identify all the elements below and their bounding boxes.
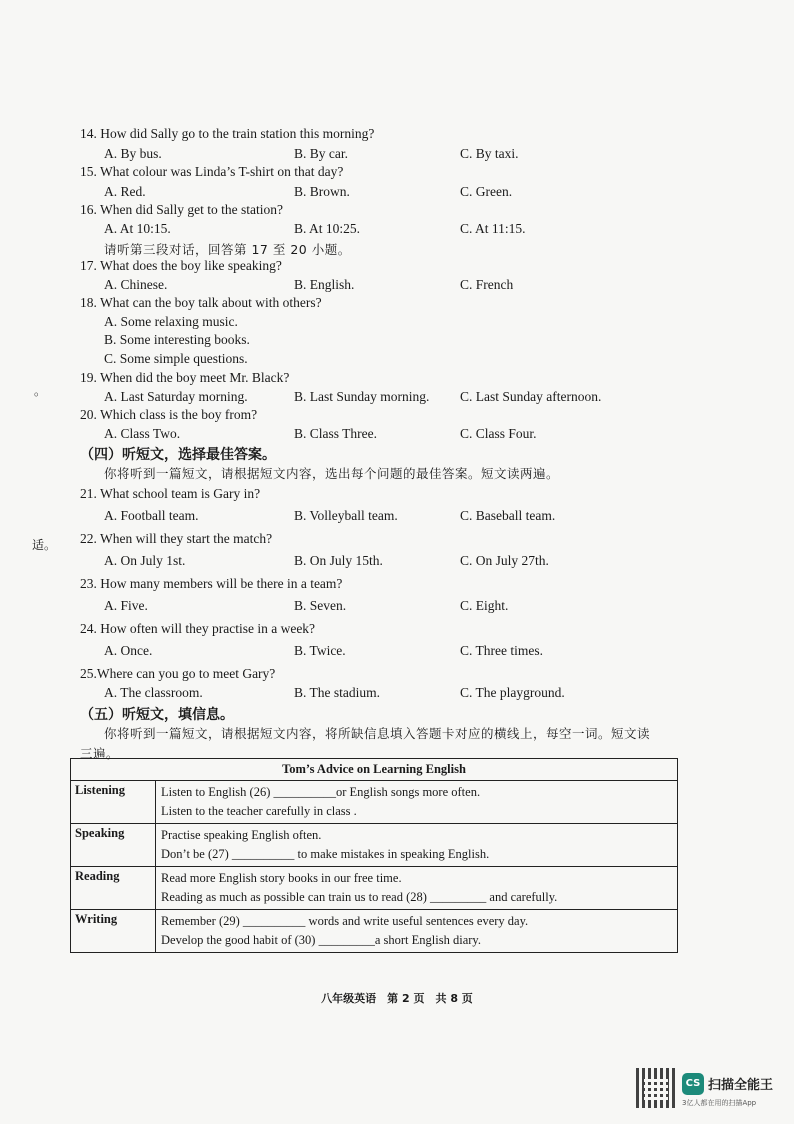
section-5-instruction-line1: 你将听到一篇短文，请根据短文内容，将所缺信息填入答题卡对应的横线上，每空一词。短文读: [104, 726, 651, 741]
option-c: C. At 11:15.: [460, 221, 526, 236]
option-b: B. English.: [294, 277, 355, 292]
option-b: B. At 10:25.: [294, 221, 361, 236]
options-14: [104, 146, 704, 164]
option-c: C. Eight.: [460, 598, 509, 613]
option-c: C. Last Sunday afternoon.: [460, 389, 602, 404]
row-category: Speaking: [71, 824, 156, 867]
row-line: Listen to English (26) __________or English songs more often.: [161, 785, 481, 799]
row-content: [156, 910, 678, 953]
question-16: 16. When did Sally get to the station?: [80, 202, 283, 217]
row-line: Listen to the teacher carefully in class .: [161, 804, 357, 818]
margin-mark-dot: 。: [34, 384, 47, 398]
section-4-title: （四）听短文，选择最佳答案。: [80, 447, 276, 463]
scanner-app-name: 扫描全能王: [708, 1078, 774, 1093]
option-a: A. Once.: [104, 643, 153, 658]
option-b: B. On July 15th.: [294, 553, 383, 568]
section-5-instruction-line2: 三遍。: [80, 746, 120, 761]
question-22: 22. When will they start the match?: [80, 531, 273, 546]
row-category: Reading: [71, 867, 156, 910]
row-line: Develop the good habit of (30) _________a short English diary.: [161, 933, 481, 947]
options-15: [104, 184, 704, 202]
question-17: 17. What does the boy like speaking?: [80, 258, 282, 273]
question-20: 20. Which class is the boy from?: [80, 407, 258, 422]
margin-mark-char: 适。: [32, 538, 57, 552]
option-a: A. The classroom.: [104, 685, 203, 700]
table-row: [71, 781, 678, 824]
options-25: [104, 685, 704, 703]
page-footer: 八年级英语 第 2 页 共 8 页: [321, 992, 473, 1005]
row-content: [156, 824, 678, 867]
options-22: [104, 553, 704, 571]
question-19: 19. When did the boy meet Mr. Black?: [80, 370, 290, 385]
table-title: Tom’s Advice on Learning English: [71, 759, 678, 781]
advice-table: [70, 758, 678, 953]
options-19: [104, 389, 704, 407]
option-c: C. Green.: [460, 184, 513, 199]
option-b: B. By car.: [294, 146, 348, 161]
option-b: B. Brown.: [294, 184, 350, 199]
option-b: B. Last Sunday morning.: [294, 389, 430, 404]
options-21: [104, 508, 704, 526]
row-content: [156, 781, 678, 824]
row-line: Remember (29) __________ words and write useful sentences every day.: [161, 914, 529, 928]
section-5-title: （五）听短文，填信息。: [80, 707, 234, 723]
option-c: C. The playground.: [460, 685, 565, 700]
scanner-app-tagline: 3亿人都在用的扫描App: [682, 1099, 757, 1107]
options-24: [104, 643, 704, 661]
option-c: C. French: [460, 277, 514, 292]
option-c: C. Three times.: [460, 643, 543, 658]
option-c: C. Some simple questions.: [104, 351, 248, 366]
table-row: [71, 824, 678, 867]
options-17: [104, 277, 704, 295]
option-c: C. Baseball team.: [460, 508, 556, 523]
table-title-row: [71, 759, 678, 781]
option-b: B. Class Three.: [294, 426, 377, 441]
option-a: A. Class Two.: [104, 426, 181, 441]
scanner-logo-icon: CS: [682, 1073, 704, 1095]
question-24: 24. How often will they practise in a week?: [80, 621, 316, 636]
option-b: B. Twice.: [294, 643, 346, 658]
row-category: Writing: [71, 910, 156, 953]
row-category: Listening: [71, 781, 156, 824]
question-25: 25.Where can you go to meet Gary?: [80, 666, 276, 681]
option-c: C. On July 27th.: [460, 553, 549, 568]
question-21: 21. What school team is Gary in?: [80, 486, 261, 501]
option-a: A. Last Saturday morning.: [104, 389, 248, 404]
option-a: A. Some relaxing music.: [104, 314, 238, 329]
section-4-instruction: 你将听到一篇短文，请根据短文内容，选出每个问题的最佳答案。短文读两遍。: [104, 466, 560, 481]
option-b: B. Seven.: [294, 598, 347, 613]
instruction-part3: 请听第三段对话，回答第 17 至 20 小题。: [104, 242, 351, 257]
question-23: 23. How many members will be there in a team?: [80, 576, 343, 591]
options-23: [104, 598, 704, 616]
question-18: 18. What can the boy talk about with others?: [80, 295, 322, 310]
row-line: Don’t be (27) __________ to make mistakes in speaking English.: [161, 847, 490, 861]
option-a: A. Red.: [104, 184, 146, 199]
row-line: Read more English story books in our free time.: [161, 871, 402, 885]
options-16: [104, 221, 704, 239]
option-a: A. Five.: [104, 598, 148, 613]
option-a: A. At 10:15.: [104, 221, 171, 236]
row-line: Reading as much as possible can train us to read (28) _________ and carefully.: [161, 890, 558, 904]
option-a: A. Football team.: [104, 508, 199, 523]
option-b: B. The stadium.: [294, 685, 380, 700]
question-14: 14. How did Sally go to the train station this morning?: [80, 126, 375, 141]
option-a: A. Chinese.: [104, 277, 168, 292]
row-line: Practise speaking English often.: [161, 828, 322, 842]
option-b: B. Volleyball team.: [294, 508, 398, 523]
question-15: 15. What colour was Linda’s T-shirt on that day?: [80, 164, 344, 179]
option-b: B. Some interesting books.: [104, 332, 250, 347]
option-a: A. By bus.: [104, 146, 162, 161]
option-c: C. By taxi.: [460, 146, 519, 161]
options-20: [104, 426, 704, 444]
qr-code-icon: [636, 1068, 676, 1108]
option-a: A. On July 1st.: [104, 553, 186, 568]
row-content: [156, 867, 678, 910]
option-c: C. Class Four.: [460, 426, 537, 441]
table-row: [71, 867, 678, 910]
table-row: [71, 910, 678, 953]
